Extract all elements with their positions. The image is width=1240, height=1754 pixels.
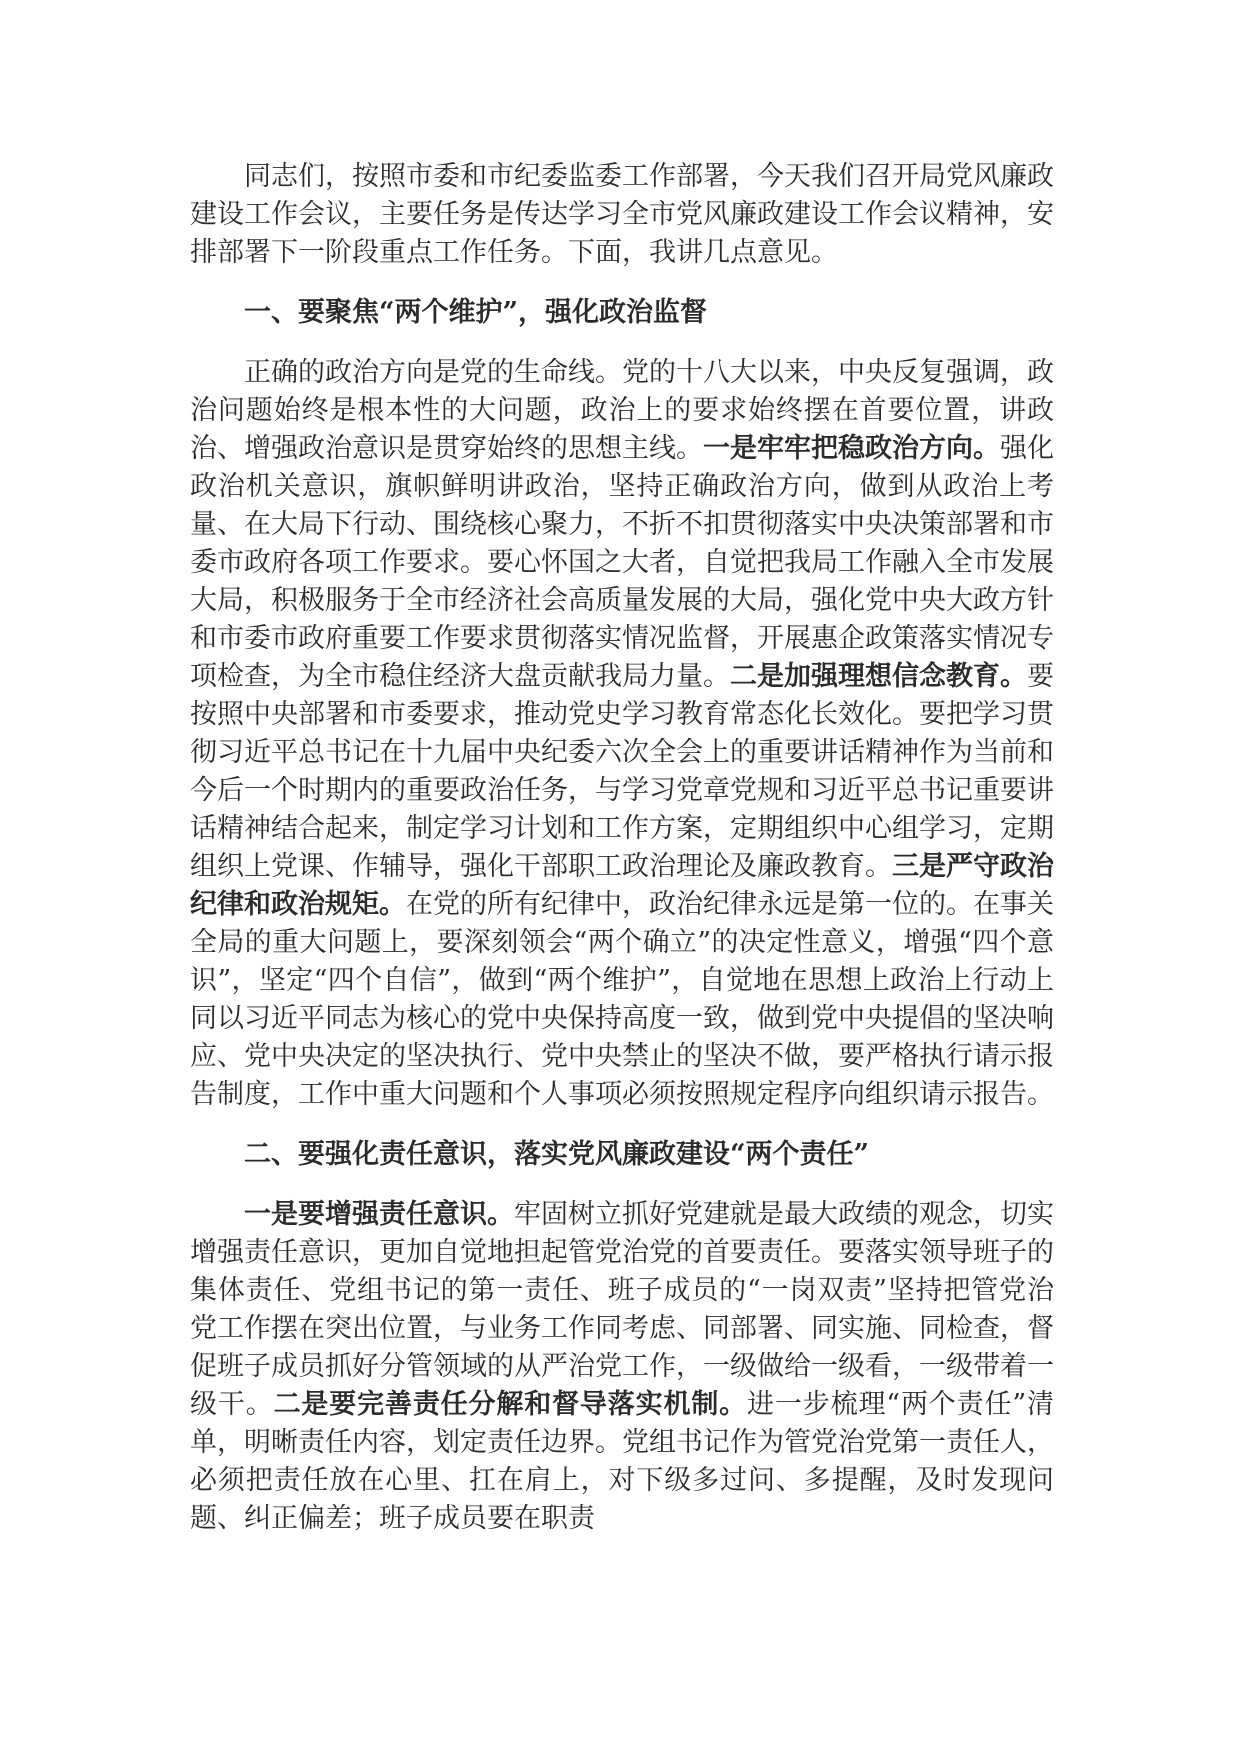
intro-paragraph [190,158,1054,272]
section-2-paragraph [190,1196,1054,1538]
section-2-point-2-text: 进一步梳理“两个责任”清单，明晰责任内容，划定责任边界。党组书记作为管党治党第一责任人，必须把责任放在心里、扛在肩上，对下级多过问、多提醒，及时发现问题、纠正偏差；班子成员要在职责 [190,1389,1055,1534]
section-2-heading: 二、要强化责任意识，落实党风廉政建设“两个责任” [244,1139,870,1170]
section-1-point-3-title: 三是严守政治纪律和政治规矩。 [190,851,1054,920]
section-2-point-1-title: 一是要增强责任意识。 [244,1199,514,1230]
section-1-point-1-title: 一是牢牢把稳政治方向。 [703,433,1000,464]
section-1-heading: 一、要聚焦“两个维护”，强化政治监督 [244,297,708,328]
section-1-point-2-text: 要按照中央部署和市委要求，推动党史学习教育常态化长效化。要把学习贯彻习近平总书记在十九届中央纪委六次全会上的重要讲话精神作为当前和今后一个时期内的重要政治任务，与学习党章党规和习近平总书记重要讲话精神结合起来，制定学习计划和工作方案，定期组织中心组学习，定期组织上党课、作辅导，强化干部职工政治理论及廉政教育。 [190,661,1054,882]
section-1-paragraph [190,354,1054,1114]
section-1-point-3-text: 在党的所有纪律中，政治纪律永远是第一位的。在事关全局的重大问题上，要深刻领会“两个确立”的决定性意义，增强“四个意识”，坚定“四个自信”，做到“两个维护”，自觉地在思想上政治上行动上同以习近平同志为核心的党中央保持高度一致，做到党中央提倡的坚决响应、党中央决定的坚决执行、党中央禁止的坚决不做，要严格执行请示报告制度，工作中重大问题和个人事项必须按照规定程序向组织请示报告。 [190,889,1054,1110]
section-2-point-2-title: 二是要完善责任分解和督导落实机制。 [273,1389,748,1420]
intro-text: 同志们，按照市委和市纪委监委工作部署，今天我们召开局党风廉政建设工作会议，主要任务是传达学习全市党风廉政建设工作会议精神，安排部署下一阶段重点工作任务。下面，我讲几点意见。 [190,161,1054,268]
section-1-point-2-title: 二是加强理想信念教育。 [730,661,1027,692]
section-1-lead-text: 正确的政治方向是党的生命线。党的十八大以来，中央反复强调，政治问题始终是根本性的大问题，政治上的要求始终摆在首要位置，讲政治、增强政治意识是贯穿始终的思想主线。 [190,357,1054,464]
section-2-point-1-text: 牢固树立抓好党建就是最大政绩的观念，切实增强责任意识，更加自觉地担起管党治党的首要责任。要落实领导班子的集体责任、党组书记的第一责任、班子成员的“一岗双责”坚持把管党治党工作摆在突出位置，与业务工作同考虑、同部署、同实施、同检查，督促班子成员抓好分管领域的从严治党工作，一级做给一级看，一级带着一级干。 [190,1199,1054,1420]
section-1-point-1-text: 强化政治机关意识，旗帜鲜明讲政治，坚持正确政治方向，做到从政治上考量、在大局下行动、围绕核心聚力，不折不扣贯彻落实中央决策部署和市委市政府各项工作要求。要心怀国之大者，自觉把我局工作融入全市发展大局，积极服务于全市经济社会高质量发展的大局，强化党中央大政方针和市委市政府重要工作要求贯彻落实情况监督，开展惠企政策落实情况专项检查，为全市稳住经济大盘贡献我局力量。 [190,433,1054,692]
document-page [190,158,1054,1560]
